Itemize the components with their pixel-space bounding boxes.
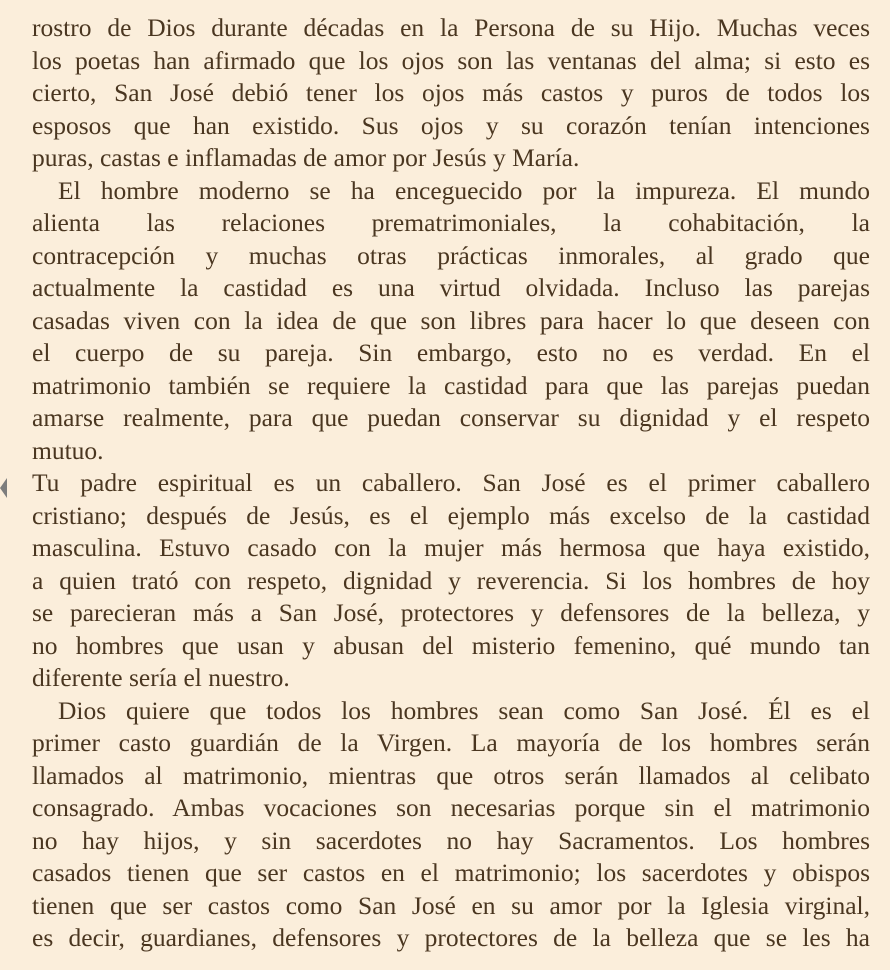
text-line: matrimonio también se requiere la castidad para que las parejas puedan xyxy=(32,370,870,400)
text-line: diferente sería el nuestro. xyxy=(32,663,290,692)
text-line: Tu padre espiritual es un caballero. San José es el primer caballero xyxy=(32,468,870,497)
text-line: consagrado. Ambas vocaciones son necesarias porque sin el matrimonio xyxy=(32,793,870,822)
text-line: amarse realmente, para que puedan conservar su dignidad y el respeto xyxy=(32,403,870,432)
text-line: Dios quiere que todos los hombres sean como San José. Él es el xyxy=(58,695,870,725)
text-line: el cuerpo de su pareja. Sin embargo, esto no es verdad. En el xyxy=(32,338,870,367)
previous-page-arrow-icon[interactable] xyxy=(0,478,7,498)
text-line: es decir, guardianes, defensores y protectores de la belleza que se les ha xyxy=(32,923,870,952)
text-line: casadas viven con la idea de que son libres para hacer lo que deseen con xyxy=(32,305,870,335)
text-line: no hay hijos, y sin sacerdotes no hay Sacramentos. Los hombres xyxy=(32,825,870,855)
paragraph xyxy=(32,12,870,175)
text-line: primer casto guardián de la Virgen. La mayoría de los hombres serán xyxy=(32,728,870,757)
text-line: cierto, San José debió tener los ojos más castos y puros de todos los xyxy=(32,78,870,107)
text-line: masculina. Estuvo casado con la mujer más hermosa que haya existido, xyxy=(32,533,870,562)
text-line: El hombre moderno se ha enceguecido por la impureza. El mundo xyxy=(58,175,870,205)
text-line: mutuo. xyxy=(32,435,104,465)
text-line: cristiano; después de Jesús, es el ejemplo más excelso de la castidad xyxy=(32,500,870,530)
text-line: puras, castas e inflamadas de amor por Jesús y María. xyxy=(32,143,580,172)
paragraph xyxy=(32,695,870,955)
book-page-text xyxy=(32,12,870,955)
text-line: los poetas han afirmado que los ojos son las ventanas del alma; si esto es xyxy=(32,45,870,75)
text-line: tienen que ser castos como San José en su amor por la Iglesia virginal, xyxy=(32,890,870,920)
paragraph xyxy=(32,175,870,468)
text-line: esposos que han existido. Sus ojos y su corazón tenían intenciones xyxy=(32,110,870,140)
paragraph xyxy=(32,467,870,695)
text-line: a quien trató con respeto, dignidad y reverencia. Si los hombres de hoy xyxy=(32,565,870,595)
text-line: actualmente la castidad es una virtud olvidada. Incluso las parejas xyxy=(32,273,870,302)
text-line: no hombres que usan y abusan del misterio femenino, qué mundo tan xyxy=(32,630,870,660)
text-line: llamados al matrimonio, mientras que otros serán llamados al celibato xyxy=(32,760,870,790)
text-line: rostro de Dios durante décadas en la Persona de su Hijo. Muchas veces xyxy=(32,13,870,42)
text-line: contracepción y muchas otras prácticas inmorales, al grado que xyxy=(32,240,870,270)
text-line: se parecieran más a San José, protectores y defensores de la belleza, y xyxy=(32,598,870,627)
text-line: casados tienen que ser castos en el matrimonio; los sacerdotes y obispos xyxy=(32,858,870,887)
text-line: alienta las relaciones prematrimoniales, la cohabitación, la xyxy=(32,208,870,237)
